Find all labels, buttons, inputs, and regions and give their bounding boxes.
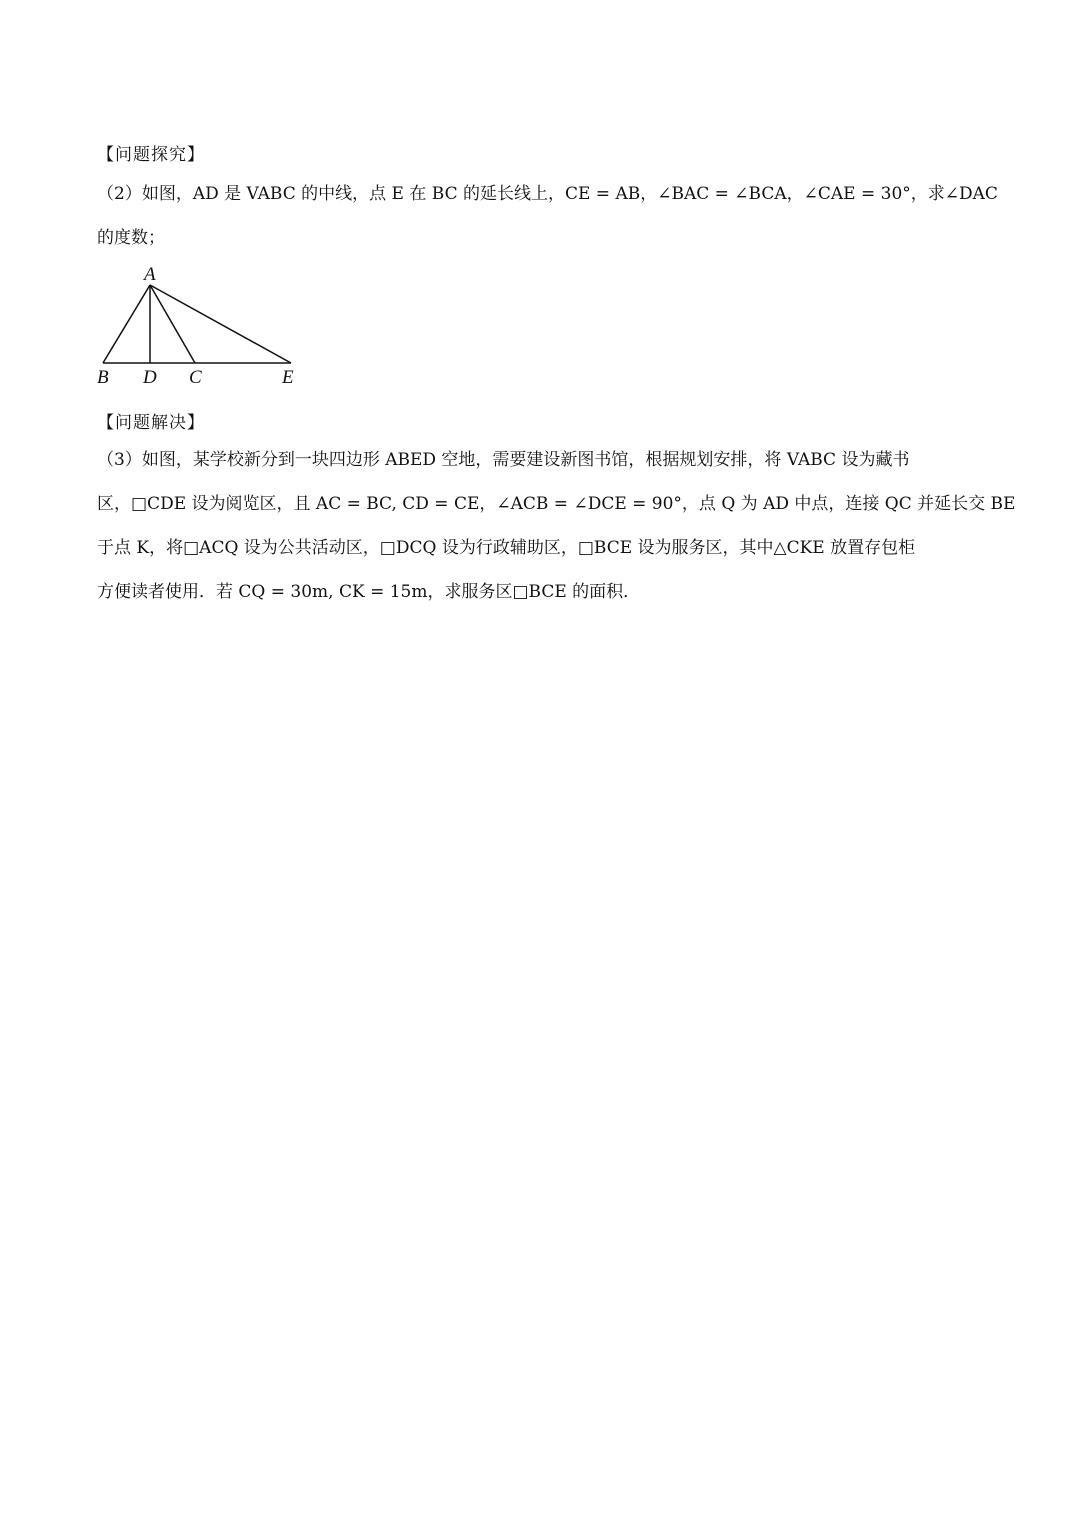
- problem-3-line-1: （3）如图，某学校新分到一块四边形 ABED 空地，需要建设新图书馆，根据规划安排，将 VABC 设为藏书: [97, 450, 910, 470]
- triangle-diagram: [90, 262, 310, 392]
- problem-2-text: [97, 172, 998, 260]
- label-c: C: [189, 367, 202, 388]
- label-d: D: [143, 367, 157, 388]
- problem-3-text: [97, 438, 1016, 614]
- problem-3-line-3: 于点 K，将□ACQ 设为公共活动区，□DCQ 设为行政辅助区，□BCE 设为服务区，其中△CKE 放置存包柜: [97, 538, 916, 558]
- segment-ae: [150, 285, 291, 363]
- problem-2-line-2: 的度数；: [97, 228, 165, 248]
- label-e: E: [282, 367, 294, 388]
- heading-problem-exploration: 【问题探究】: [97, 145, 205, 165]
- triangle-figure: [90, 262, 310, 392]
- label-a: A: [144, 264, 156, 285]
- heading-problem-solving: 【问题解决】: [97, 413, 205, 433]
- segment-ab: [103, 285, 150, 363]
- problem-3-line-2: 区，□CDE 设为阅览区，且 AC = BC, CD = CE，∠ACB = ∠DCE = 90°，点 Q 为 AD 中点，连接 QC 并延长交 BE: [97, 494, 1016, 514]
- problem-3-line-4: 方便读者使用．若 CQ = 30m, CK = 15m，求服务区□BCE 的面积．: [97, 582, 641, 602]
- label-b: B: [97, 367, 109, 388]
- problem-2-line-1: （2）如图，AD 是 VABC 的中线，点 E 在 BC 的延长线上，CE = AB，∠BAC = ∠BCA，∠CAE = 30°，求∠DAC: [97, 184, 998, 204]
